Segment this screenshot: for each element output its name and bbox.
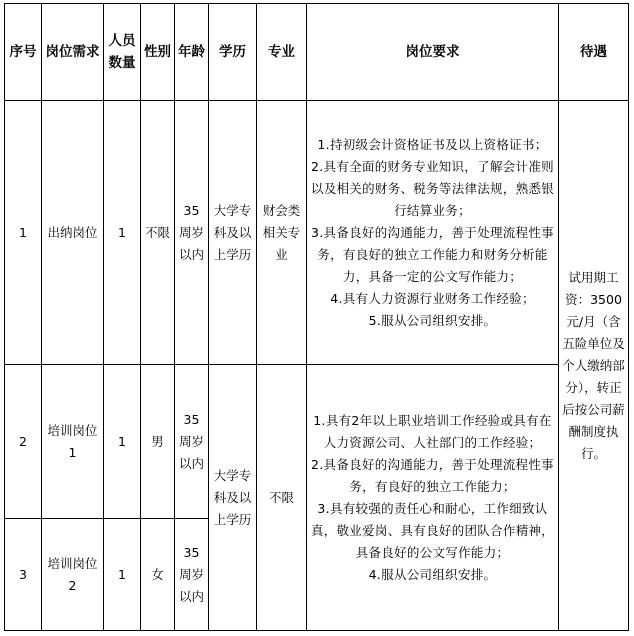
row-count: 1 (104, 365, 141, 519)
header-count: 人员数量 (104, 4, 141, 101)
job-requirements-table (4, 3, 629, 631)
row-position: 出纳岗位 (42, 101, 104, 365)
header-row (5, 4, 629, 101)
header-gender: 性别 (141, 4, 175, 101)
row-age: 35周岁以内 (175, 519, 209, 631)
row-gender: 不限 (141, 101, 175, 365)
requirement-item: 3.具备良好的沟通能力，善于处理流程性事务，有良好的独立工作能力和财务分析能力，具备一定的公文写作能力； (311, 224, 554, 284)
header-treatment: 待遇 (559, 4, 629, 101)
header-education: 学历 (209, 4, 257, 101)
row-gender: 女 (141, 519, 175, 631)
row-gender: 男 (141, 365, 175, 519)
header-requirements: 岗位要求 (307, 4, 559, 101)
requirement-item: 2.具有全面的财务专业知识，了解会计准则以及相关的财务、税务等法律法规，熟悉银行结算业务； (310, 158, 555, 218)
header-position: 岗位需求 (42, 4, 104, 101)
row-major: 财会类相关专业 (257, 101, 307, 365)
requirement-item: 3.具有较强的责任心和耐心，工作细致认真，敬业爱岗、具有良好的团队合作精神，具备良好的公文写作能力； (310, 500, 555, 560)
table-row (5, 101, 629, 365)
row-position: 培训岗位2 (42, 519, 104, 631)
requirement-item: 1.持初级会计资格证书及以上资格证书； (317, 136, 548, 152)
row-age: 35周岁以内 (175, 101, 209, 365)
requirement-item: 2.具备良好的沟通能力，善于处理流程性事务，有良好的独立工作能力； (311, 456, 554, 494)
training-major: 不限 (257, 365, 307, 631)
row-position: 培训岗位1 (42, 365, 104, 519)
training-requirements (307, 365, 559, 631)
row-age: 35周岁以内 (175, 365, 209, 519)
requirement-item: 4.服从公司组织安排。 (368, 566, 497, 582)
table-row (5, 365, 629, 519)
header-age: 年龄 (175, 4, 209, 101)
requirement-item: 1.具有2年以上职业培训工作经验或具有在人力资源公司、人社部门的工作经验； (313, 412, 552, 450)
row-requirements (307, 101, 559, 365)
treatment-cell: 试用期工资：3500元/月（含五险单位及个人缴纳部分），转正后按公司薪酬制度执行。 (559, 101, 629, 631)
header-no: 序号 (5, 4, 42, 101)
row-no: 1 (5, 101, 42, 365)
header-major: 专业 (257, 4, 307, 101)
row-count: 1 (104, 519, 141, 631)
row-no: 2 (5, 365, 42, 519)
row-education: 大学专科及以上学历 (209, 101, 257, 365)
training-education: 大学专科及以上学历 (209, 365, 257, 631)
requirement-item: 5.服从公司组织安排。 (368, 312, 497, 328)
row-count: 1 (104, 101, 141, 365)
requirement-item: 4.具有人力资源行业财务工作经验； (330, 290, 535, 306)
row-no: 3 (5, 519, 42, 631)
